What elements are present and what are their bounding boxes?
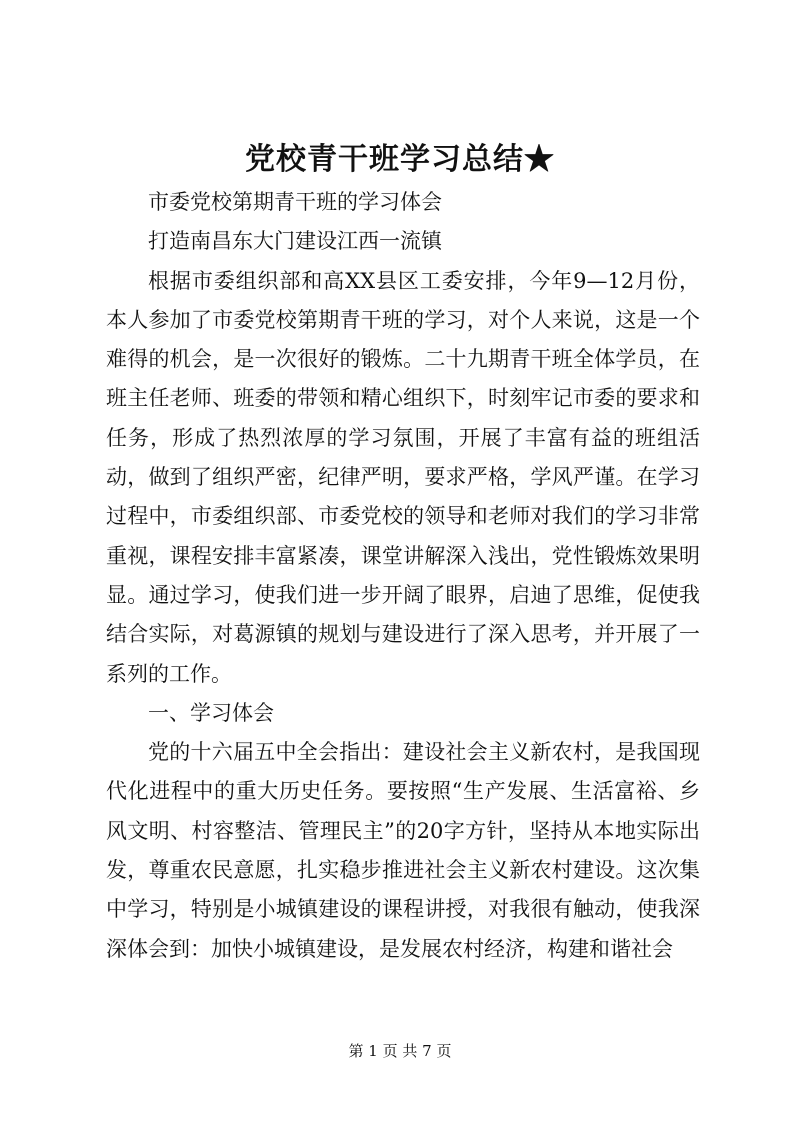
page-number-footer: 第 1 页 共 7 页 [348, 1042, 452, 1060]
subtitle-line: 打造南昌东大门建设江西一流镇 [148, 229, 442, 254]
document-body [106, 183, 700, 969]
subtitle-line: 市委党校第期青干班的学习体会 [148, 190, 442, 214]
document-title: 党校青干班学习总结★ [245, 142, 555, 177]
body-paragraph: 党的十六届五中全会指出：建设社会主义新农村，是我国现代化进程中的重大历史任务。要按照“生产发展、生活富裕、乡风文明、村容整洁、管理民主”的20字方针，坚持从本地实际出发，尊重农民意愿，扎实稳步推进社会主义新农村建设。这次集中学习，特别是小城镇建设的课程讲授，对我很有触动，使我深深体会到：加快小城镇建设，是发展农村经济，构建和谐社会 [106, 740, 700, 961]
section-heading: 一、学习体会 [148, 700, 274, 725]
body-paragraph: 根据市委组织部和高XX县区工委安排，今年9—12月份，本人参加了市委党校第期青干班的学习，对个人来说，这是一个难得的机会，是一次很好的锻炼。二十九期青干班全体学员，在班主任老师、班委的带领和精心组织下，时刻牢记市委的要求和任务，形成了热烈浓厚的学习氛围，开展了丰富有益的班组活动，做到了组织严密，纪律严明，要求严格，学风严谨。在学习过程中，市委组织部、市委党校的领导和老师对我们的学习非常重视，课程安排丰富紧凑，课堂讲解深入浅出，党性锻炼效果明显。通过学习，使我们进一步开阔了眼界，启迪了思维，促使我结合实际，对葛源镇的规划与建设进行了深入思考，并开展了一系列的工作。 [106, 268, 700, 686]
